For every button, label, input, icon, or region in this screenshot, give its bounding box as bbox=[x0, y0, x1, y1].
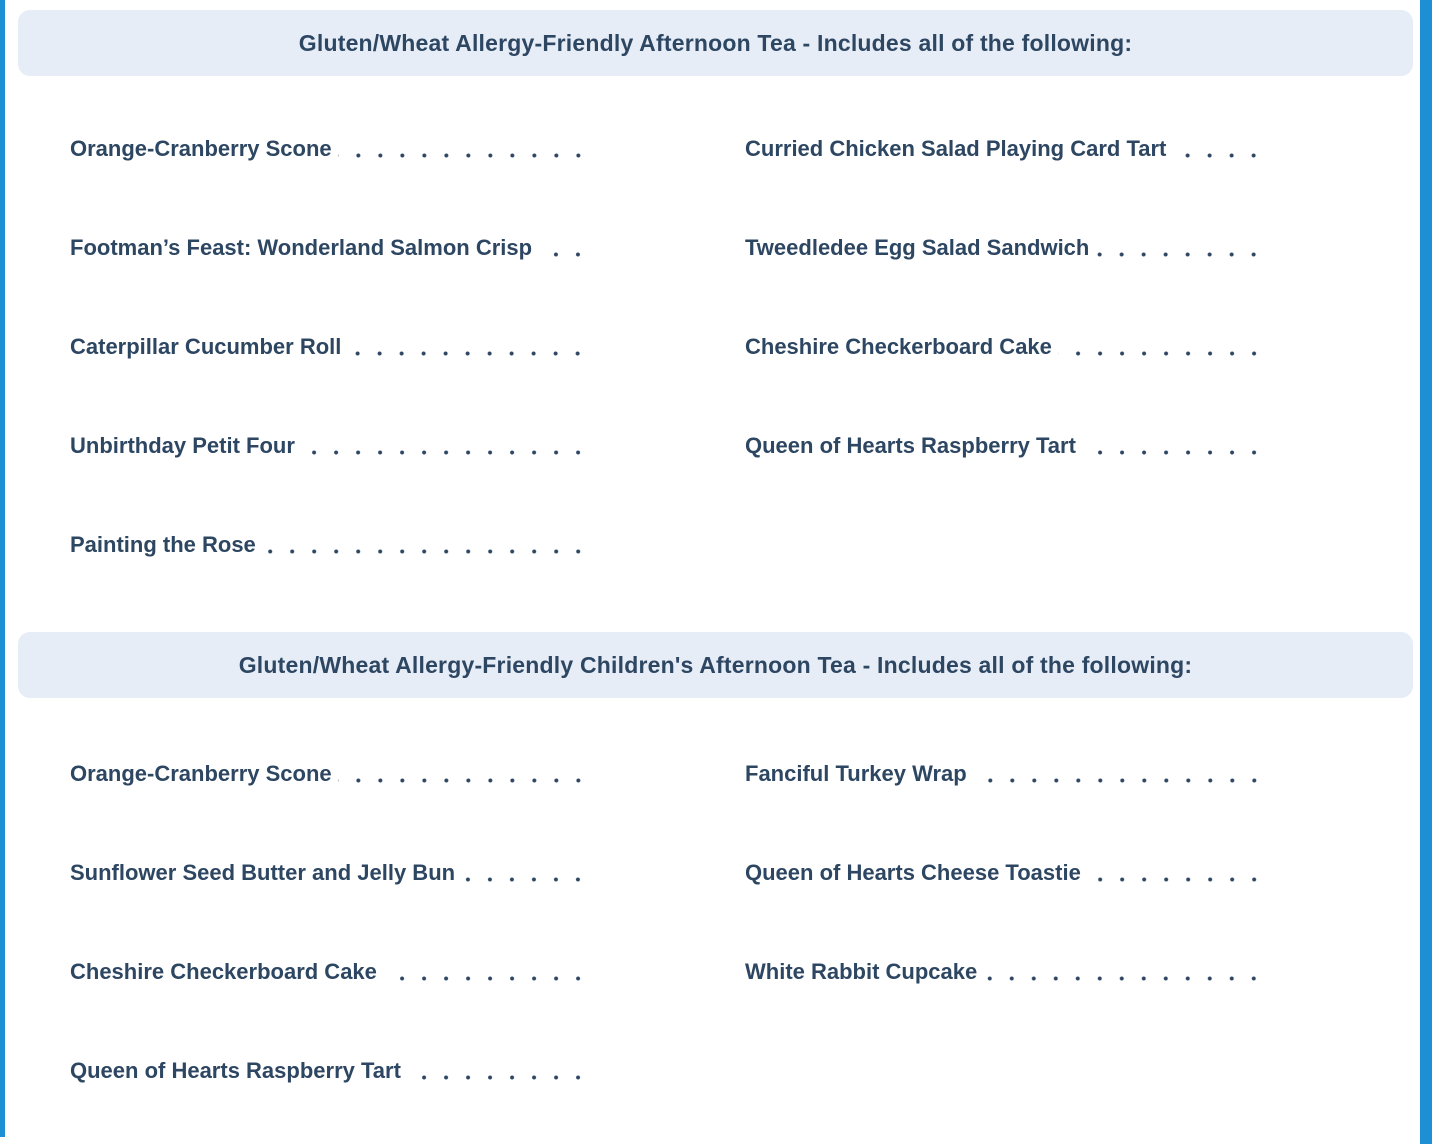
menu-item-name: Cheshire Checkerboard Cake bbox=[745, 333, 1052, 359]
menu-item-name: Footman’s Feast: Wonderland Salmon Crisp bbox=[70, 234, 533, 260]
menu-item-row bbox=[745, 922, 1266, 1021]
dot-leader bbox=[973, 778, 1266, 783]
allergy-menu-panel bbox=[5, 0, 1420, 1144]
dot-leader bbox=[383, 976, 590, 981]
menu-item-row bbox=[70, 724, 590, 823]
section-header-title: Gluten/Wheat Allergy-Friendly Afternoon Tea - Includes all of the following: bbox=[298, 29, 1133, 56]
menu-item-name: Queen of Hearts Raspberry Tart bbox=[70, 1057, 401, 1083]
menu-item-row bbox=[70, 823, 590, 922]
menu-item-row bbox=[70, 922, 590, 1021]
menu-item-row bbox=[745, 724, 1266, 823]
menu-item-row bbox=[70, 495, 590, 594]
menu-item-name: Orange-Cranberry Scone bbox=[70, 135, 332, 161]
menu-section bbox=[5, 632, 1420, 1120]
dot-leader bbox=[1087, 877, 1266, 882]
dot-leader bbox=[262, 549, 590, 554]
section-header-title: Gluten/Wheat Allergy-Friendly Children's Afternoon Tea - Includes all of the following: bbox=[238, 651, 1193, 678]
menu-item-name: Queen of Hearts Cheese Toastie bbox=[745, 859, 1081, 885]
menu-section bbox=[5, 10, 1420, 594]
section-header bbox=[18, 10, 1413, 76]
menu-item-row bbox=[745, 823, 1266, 922]
dot-leader bbox=[1095, 252, 1266, 257]
menu-item-name: Fanciful Turkey Wrap bbox=[745, 760, 967, 786]
menu-columns bbox=[5, 698, 1420, 1120]
menu-item-name: Orange-Cranberry Scone bbox=[70, 760, 332, 786]
menu-item-row bbox=[745, 198, 1266, 297]
dot-leader bbox=[338, 778, 590, 783]
dot-leader bbox=[1082, 450, 1266, 455]
dot-leader bbox=[347, 351, 590, 356]
menu-item-name: Queen of Hearts Raspberry Tart bbox=[745, 432, 1076, 458]
menu-item-name: Tweedledee Egg Salad Sandwich bbox=[745, 234, 1090, 260]
menu-item-row bbox=[70, 396, 590, 495]
menu-item-row bbox=[745, 99, 1266, 198]
dot-leader bbox=[338, 153, 590, 158]
dot-leader bbox=[538, 252, 590, 257]
dot-leader bbox=[461, 877, 590, 882]
menu-column bbox=[745, 724, 1266, 1120]
menu-item-row bbox=[70, 99, 590, 198]
menu-item-name: White Rabbit Cupcake bbox=[745, 958, 978, 984]
dot-leader bbox=[983, 976, 1266, 981]
section-header bbox=[18, 632, 1413, 698]
modal-frame-right bbox=[1420, 0, 1432, 1144]
dot-leader bbox=[1172, 153, 1266, 158]
menu-item-name: Cheshire Checkerboard Cake bbox=[70, 958, 377, 984]
menu-item-name: Sunflower Seed Butter and Jelly Bun bbox=[70, 859, 456, 885]
menu-item-name: Unbirthday Petit Four bbox=[70, 432, 295, 458]
menu-item-row bbox=[70, 198, 590, 297]
menu-column bbox=[745, 99, 1266, 594]
menu-column bbox=[70, 99, 590, 594]
dot-leader bbox=[1058, 351, 1266, 356]
menu-item-row bbox=[745, 396, 1266, 495]
menu-item-name: Caterpillar Cucumber Roll bbox=[70, 333, 342, 359]
menu-item-row bbox=[70, 1021, 590, 1120]
dot-leader bbox=[301, 450, 590, 455]
dot-leader bbox=[407, 1075, 590, 1080]
menu-item-row bbox=[745, 297, 1266, 396]
menu-column bbox=[70, 724, 590, 1120]
menu-item-row bbox=[70, 297, 590, 396]
menu-sections bbox=[5, 10, 1420, 1120]
menu-columns bbox=[5, 76, 1420, 594]
menu-item-name: Curried Chicken Salad Playing Card Tart bbox=[745, 135, 1167, 161]
menu-item-name: Painting the Rose bbox=[70, 531, 256, 557]
